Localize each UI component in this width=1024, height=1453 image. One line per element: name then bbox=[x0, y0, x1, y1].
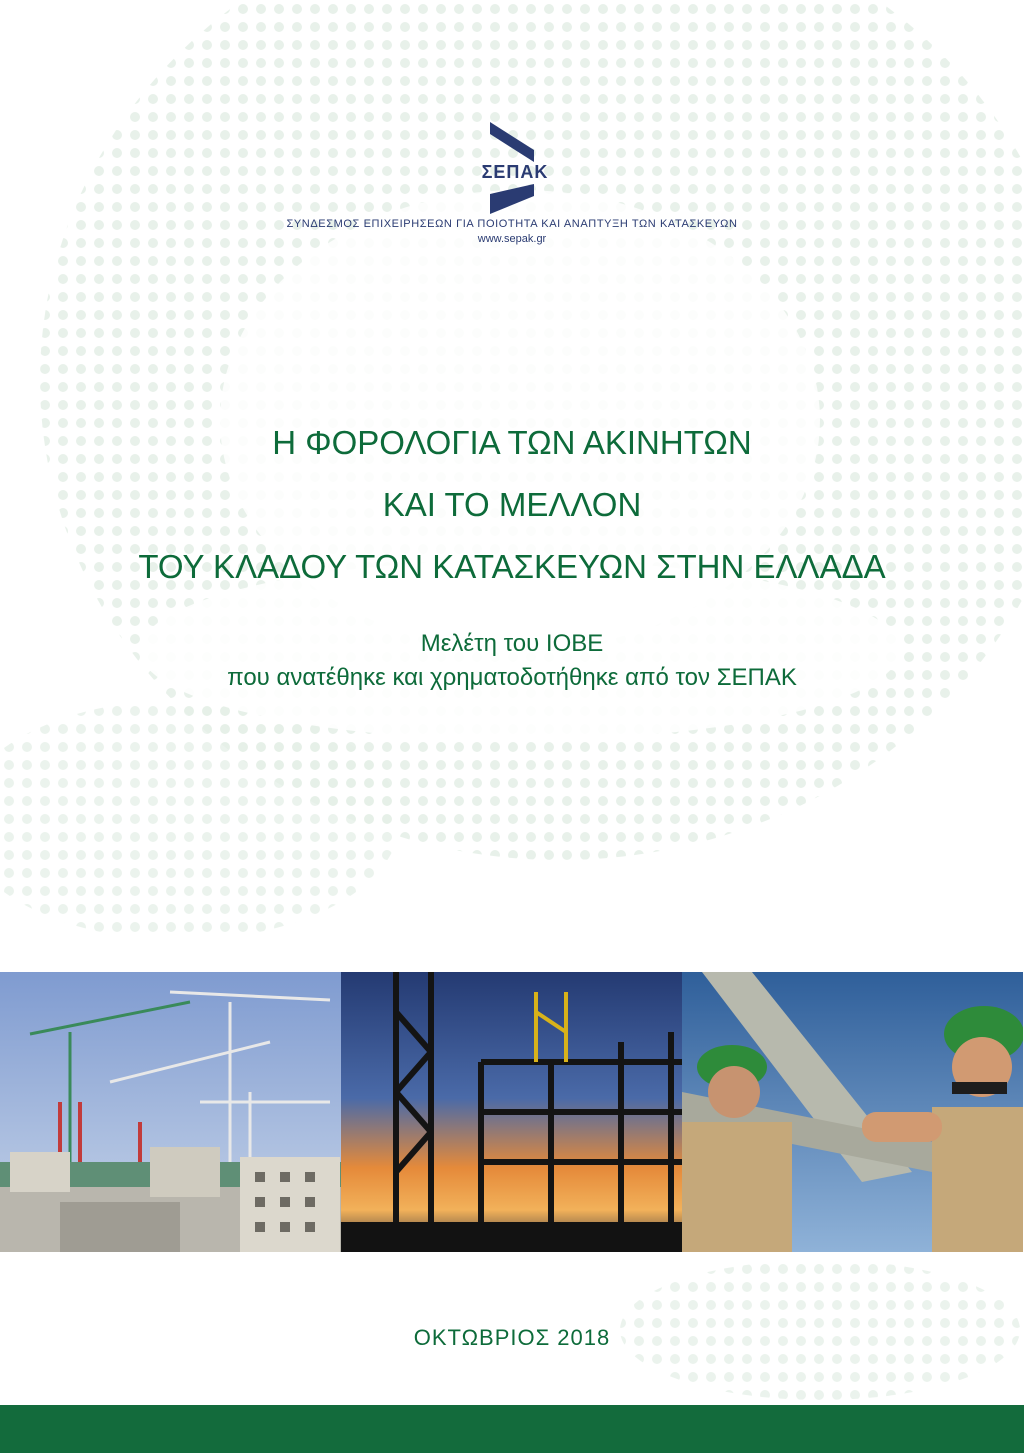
logo-wordmark: ΣΕΠΑΚ bbox=[481, 162, 549, 182]
photo-steel-frame bbox=[341, 972, 682, 1252]
document-subtitle bbox=[0, 627, 1024, 695]
logo bbox=[0, 118, 1024, 218]
organization-url: www.sepak.gr bbox=[477, 233, 547, 245]
subtitle-line-2: που ανατέθηκε και χρηματοδοτήθηκε από τον ΣΕΠΑΚ bbox=[227, 664, 797, 691]
title-line-2: ΚΑΙ ΤΟ ΜΕΛΛΟΝ bbox=[382, 486, 642, 523]
publication-date: ΟΚΤΩΒΡΙΟΣ 2018 bbox=[413, 1325, 611, 1350]
document-title bbox=[0, 412, 1024, 598]
bottom-color-bar bbox=[0, 1405, 1024, 1453]
subtitle-line-1: Μελέτη του ΙΟΒΕ bbox=[420, 630, 604, 657]
organization-name: ΣΥΝΔΕΣΜΟΣ ΕΠΙΧΕΙΡΗΣΕΩΝ ΓΙΑ ΠΟΙΟΤΗΤΑ ΚΑΙ ΑΝΑΠΤΥΞΗ ΤΩΝ ΚΑΤΑΣΚΕΥΩΝ bbox=[286, 218, 738, 230]
photo-cranes bbox=[0, 972, 341, 1252]
title-line-3: ΤΟΥ ΚΛΑΔΟΥ ΤΩΝ ΚΑΤΑΣΚΕΥΩΝ ΣΤΗΝ ΕΛΛΑΔΑ bbox=[138, 548, 886, 585]
photo-strip bbox=[0, 972, 1024, 1252]
photo-workers bbox=[682, 972, 1023, 1252]
title-line-1: Η ΦΟΡΟΛΟΓΙΑ ΤΩΝ ΑΚΙΝΗΤΩΝ bbox=[272, 424, 752, 461]
